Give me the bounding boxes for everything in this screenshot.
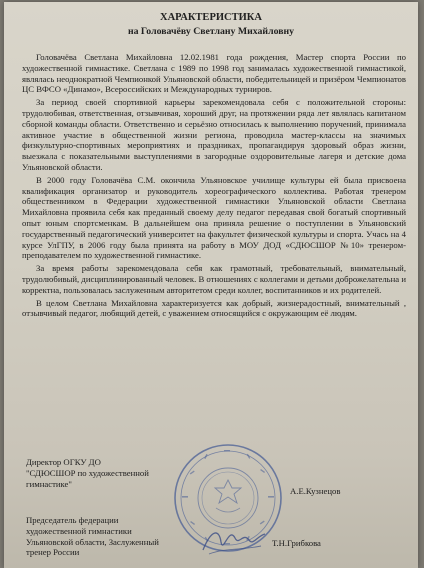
paragraph-4: За время работы зарекомендовала себя как грамотный, требовательный, внимательный, трудолюбивый, дисциплинированный человек. В отношениях с коллегами и детьми доброжелательна и корректна, пользовалась заслуженным авторитетом среди коллег, воспитанников и их родителей. bbox=[22, 263, 406, 295]
paragraph-5: В целом Светлана Михайловна характеризуется как добрый, жизнерадостный, внимательный , отзывчивый педагог, любящий детей, с уважением относящийся с окружающим её людям. bbox=[22, 297, 406, 319]
signatory-2-line: художественной гимнастики bbox=[26, 525, 132, 536]
document-body bbox=[22, 52, 406, 321]
signatory-1-name: А.Е.Кузнецов bbox=[290, 486, 341, 496]
document-subtitle: на Головачёву Светлану Михайловну bbox=[127, 26, 295, 37]
signatory-1-position bbox=[26, 457, 149, 489]
paragraph-3: В 2000 году Головачёва С.М. окончила Ульяновское училище культуры ей была присвоена квалификация организатор и руководитель хореографического коллектива. Работая тренером общественником в Федерации художественной гимнастики Ульяновской области Светлана Михайловна проявила себя как преданный своему делу педагог передавая свой богатый спортивный опыт юным спортсменкам. В дальнейшем она приняла решение о поступлении в Ульяновский государственный педагогический университет на факультет физической культуры и спорта. Учась на 4 курсе УлГПУ, в 2006 году была принята на работу в МОУ ДОД «СДЮСШОР №10» тренером-преподавателем по художественной гимнастике. bbox=[22, 174, 406, 261]
handwritten-signature bbox=[199, 520, 269, 560]
signatory-1-line: "СДЮСШОР по художественной bbox=[26, 467, 149, 478]
document-title: ХАРАКТЕРИСТИКА bbox=[160, 12, 262, 23]
signatory-1-line: гимнастике" bbox=[26, 478, 72, 489]
signatory-2-name: Т.Н.Грибкова bbox=[272, 538, 321, 548]
paragraph-2: За период своей спортивной карьеры зарекомендовала себя с положительной стороны: трудолюбивая, ответственная, отзывчивая, хороший друг, на протяжении ряда лет являлась капитаном сборной команды области. Ответственно и серьёзно относилась к выполнению поручений, принимала активное участие в общественной жизни региона, проводила мастер-классы на значимых физкультурно-спортивных мероприятиях и праздниках, пропагандируя здоровый образ жизни, выезжала с показательными выступлениями в загородные оздоровительные лагеря и детские дома Ульяновской области. bbox=[22, 97, 406, 172]
signatory-2-line: Ульяновской области, Заслуженный bbox=[26, 536, 159, 547]
document-sheet bbox=[4, 2, 418, 568]
paragraph-1: Головачёва Светлана Михайловна 12.02.1981 года рождения, Мастер спорта России по художественной гимнастике. Светлана с 1989 по 1998 год занималась художественной гимнастикой, являлась неоднократной Чемпионкой Ульяновской области, победительницей и призёром Чемпионатов ЦС ВФСО «Динамо», Всероссийских и Международных турниров. bbox=[22, 52, 406, 95]
signatory-1-line: Директор ОГКУ ДО bbox=[26, 457, 101, 467]
signatory-2-line: Председатель федерации bbox=[26, 515, 119, 525]
signatory-2-line: тренер России bbox=[26, 547, 80, 558]
signatory-2-position bbox=[26, 515, 159, 558]
